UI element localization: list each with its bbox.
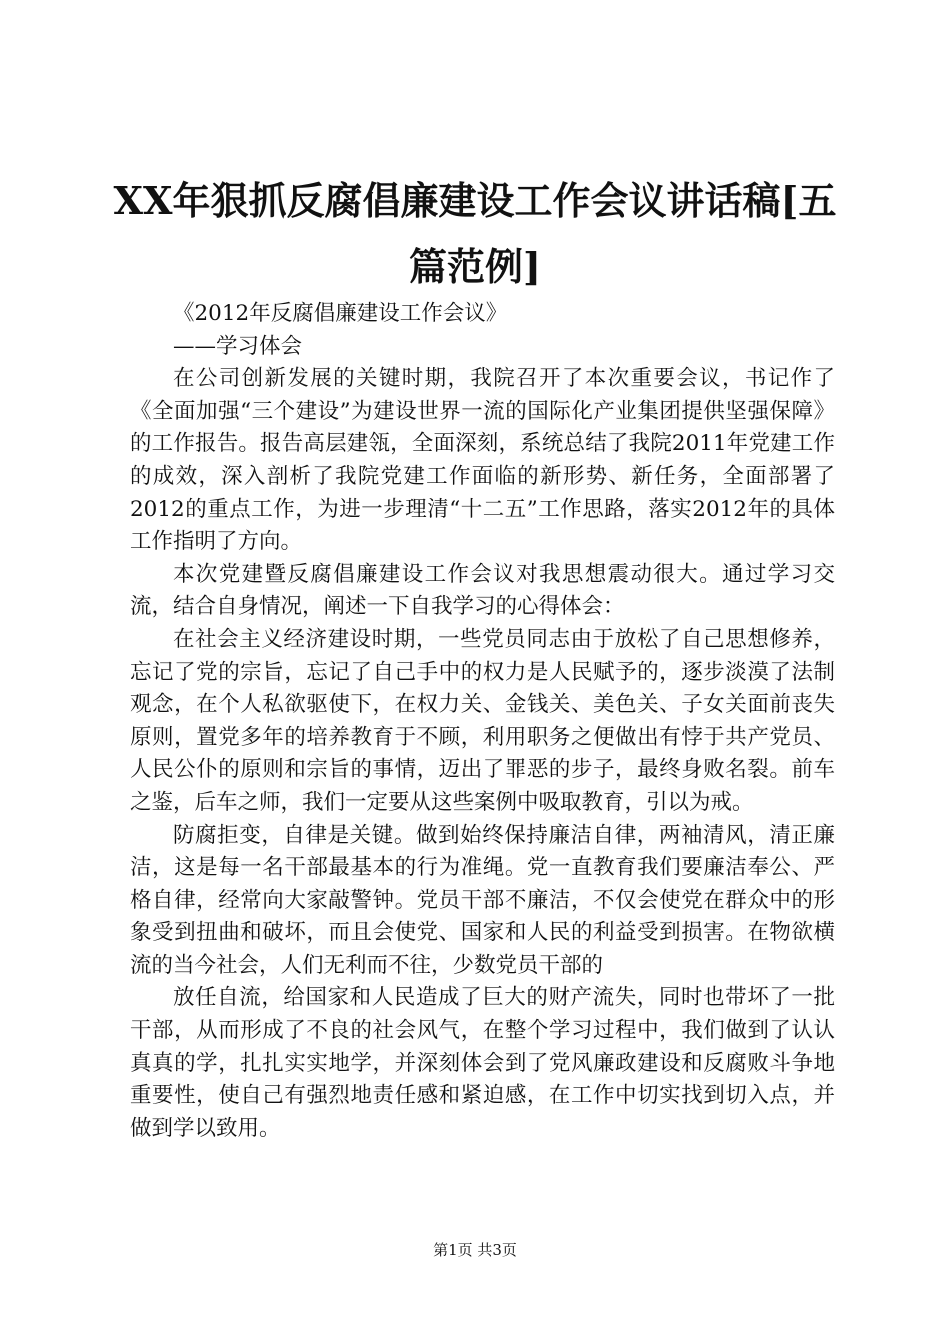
body-paragraph: 放任自流，给国家和人民造成了巨大的财产流失，同时也带坏了一批干部，从而形成了不良的社会风气，在整个学习过程中，我们做到了认认真真的学，扎扎实实地学，并深刻体会到了党风廉政建设和反腐败斗争地重要性，使自己有强烈地责任感和紧迫感，在工作中切实找到切入点，并做到学以致用。 xyxy=(130,985,835,1141)
body-paragraph: 在公司创新发展的关键时期，我院召开了本次重要会议，书记作了《全面加强“三个建设”为建设世界一流的国际化产业集团提供坚强保障》的工作报告。报告高层建瓴，全面深刻，系统总结了我院2011年党建工作的成效，深入剖析了我院党建工作面临的新形势、新任务，全面部署了2012的重点工作，为进一步理清“十二五”工作思路，落实2012年的具体工作指明了方向。 xyxy=(130,366,835,555)
subtitle-line: 《2012年反腐倡廉建设工作会议》 xyxy=(173,301,508,326)
body-paragraph: 防腐拒变，自律是关键。做到始终保持廉洁自律，两袖清风，清正廉洁，这是每一名干部最基本的行为准绳。党一直教育我们要廉洁奉公、严格自律，经常向大家敲警钟。党员干部不廉洁，不仅会使党在群众中的形象受到扭曲和破坏，而且会使党、国家和人民的利益受到损害。在物欲横流的当今社会，人们无利而不往，少数党员干部的 xyxy=(130,822,835,978)
page-footer: 第1页 共3页 xyxy=(433,1241,517,1259)
document-body xyxy=(130,298,835,1145)
body-paragraph: 在社会主义经济建设时期，一些党员同志由于放松了自己思想修养，忘记了党的宗旨，忘记了自己手中的权力是人民赋予的，逐步淡漠了法制观念，在个人私欲驱使下，在权力关、金钱关、美色关、子女关面前丧失原则，置党多年的培养教育于不顾，利用职务之便做出有悖于共产党员、人民公仆的原则和宗旨的事情，迈出了罪恶的步子，最终身败名裂。前车之鉴，后车之师，我们一定要从这些案例中吸取教育，引以为戒。 xyxy=(130,626,835,815)
document-title: XX年狠抓反腐倡廉建设工作会议讲话稿[五篇范例] xyxy=(113,178,837,289)
subtitle-line: ——学习体会 xyxy=(173,333,303,359)
body-paragraph: 本次党建暨反腐倡廉建设工作会议对我思想震动很大。通过学习交流，结合自身情况，阐述一下自我学习的心得体会： xyxy=(130,561,835,620)
